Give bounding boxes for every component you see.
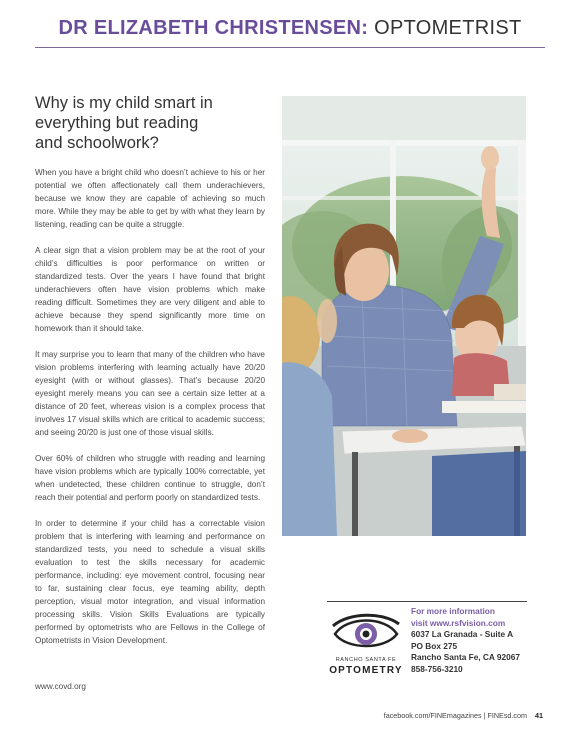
headline-line: and schoolwork? xyxy=(35,134,159,152)
phone-number[interactable]: 858-756-3210 xyxy=(411,663,463,674)
page-title xyxy=(59,17,522,40)
page-footer xyxy=(384,711,543,720)
article-body xyxy=(35,166,265,660)
rsf-optometry-logo xyxy=(327,608,405,686)
article-paragraph: Over 60% of children who struggle with reading and learning have vision problems which are typically 100% correctable, yet when undetected, these children continue to struggle, don’t reach their potential and perform poorly on standardized tests. xyxy=(35,454,265,502)
page-number: 41 xyxy=(535,711,543,720)
info-heading: For more information xyxy=(411,606,495,616)
doctor-name: DR ELIZABETH CHRISTENSEN: xyxy=(58,17,369,39)
logo-text-line1: RANCHO SANTA FE xyxy=(335,657,397,663)
page-header xyxy=(35,10,545,48)
address-line2: PO Box 275 xyxy=(411,640,458,651)
address-line1: 6037 La Granada - Suite A xyxy=(411,629,514,639)
contact-info xyxy=(411,606,520,675)
classroom-photo-illustration xyxy=(282,96,526,536)
headline-line: everything but reading xyxy=(35,114,199,132)
address-city: Rancho Santa Fe, CA 92067 xyxy=(411,652,520,662)
article-paragraph: In order to determine if your child has a correctable vision problem that is interfering with learning and performance on standardized tests, you need to schedule a visual skills evaluation to test the skills necessary for academic performance, including: eye movement control, focusing near to far, sustaining clear focus, eye teaming ability, depth perception, visual motor integration, and visual information processing skills. Vision Skills Evaluations are typically performed by optometrists who are Fellows in the College of Optometrists in Vision Development. xyxy=(35,519,265,645)
website-link[interactable]: visit www.rsfvision.com xyxy=(411,617,506,628)
article-paragraph: When you have a bright child who doesn’t achieve to his or her potential we often affectionately call them underachievers, because we know they are capable of achieving so much more. While they may be able to get by with what they learn by listening, reading can be quite a struggle. xyxy=(35,168,265,229)
logo-text-line2: OPTOMETRY xyxy=(329,665,403,676)
article-paragraph: It may surprise you to learn that many of the children who have vision problems interfering with learning actually have 20/20 eyesight (with or without glasses). That’s because 20/20 eyesight merely means you can see a certain size letter at a distance of 20 feet, whereas vision is a complex process that involves 17 visual skills which are critical to academic success; and seeing 20/20 is just one of those visual skills. xyxy=(35,350,265,437)
source-link[interactable]: www.covd.org xyxy=(35,682,86,691)
footer-links[interactable]: facebook.com/FINEmagazines | FINEsd.com xyxy=(383,711,527,720)
doctor-role: OPTOMETRIST xyxy=(374,17,522,39)
headline-line: Why is my child smart in xyxy=(35,94,213,112)
article-headline xyxy=(35,93,260,153)
eye-logo-icon xyxy=(327,608,405,656)
classroom-photo xyxy=(282,96,526,536)
contact-box xyxy=(327,601,527,693)
article-paragraph: A clear sign that a vision problem may be at the root of your child’s difficulties is poor performance on written or standardized tests. Over the years I have found that bright underachievers often have vision problems which make reading difficult. Sometimes they are very diligent and able to achieve because they spend significantly more time on homework than it should take. xyxy=(35,246,265,333)
